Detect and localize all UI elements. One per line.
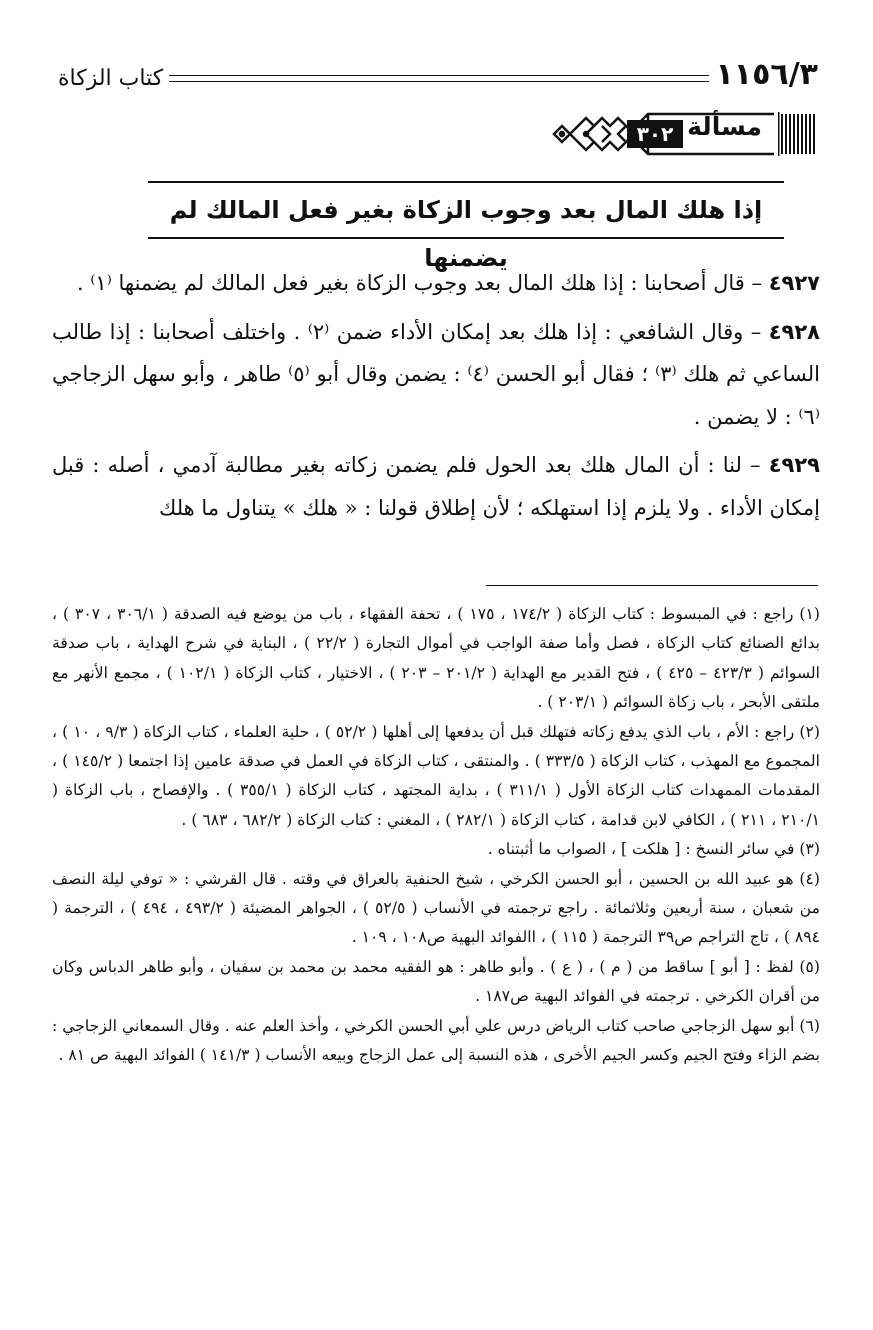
footnotes bbox=[52, 600, 820, 1071]
main-text bbox=[52, 262, 820, 535]
footnote: (٤) هو عبيد الله بن الحسين ، أبو الحسن الكرخي ، شيخ الحنفية بالعراق في وقته . قال القرشي : « توفي ليلة النصف من شعبان ، سنة أربعين وثلاثمائة . راجع ترجمته في الأنساب ( ٥٢/٥ ) ، الجواهر المضيئة ( ٤٩٣/٢ ، ٤٩٤ ) ، الترجمة ( ٨٩٤ ) ، تاج التراجم ص٣٩ الترجمة ( ١١٥ ) ، االفوائد البهية ص١٠٨ ، ١٠٩ . bbox=[52, 869, 820, 947]
paragraph bbox=[52, 444, 820, 529]
paragraph bbox=[52, 262, 820, 305]
footnote: (١) راجع : في المبسوط : كتاب الزكاة ( ١٧٤/٢ ، ١٧٥ ) ، تحفة الفقهاء ، باب من يوضع فيه الصدقة ( ٣٠٦/١ ، ٣٠٧ ) ، بدائع الصنائع كتاب الزكاة ، فصل وأما صفة الواجب في أموال التجارة ( ٢٢/٢ ) ، البناية في شرح الهداية ، باب صدقة السوائم ( ٤٢٣/٣ – ٤٢٥ ) ، فتح القدير مع الهداية ( ٢٠١/٢ – ٢٠٣ ) ، الاختيار ، كتاب الزكاة ( ١٠٢/١ ) ، مجمع الأنهر مع ملتقى الأبحر ، باب زكاة السوائم ( ٢٠٣/١ ) . bbox=[52, 605, 821, 712]
header-rule bbox=[169, 75, 709, 82]
title-rule-top bbox=[148, 181, 784, 183]
banner-ornament bbox=[548, 108, 818, 160]
paragraph-text: – لنا : أن المال هلك بعد الحول فلم يضمن زكاته بغير مطالبة آدمي ، أصله : قبل إمكان الأداء . ولا يلزم إذا استهلكه ؛ لأن إطلاق قولنا : « هلك » يتناول ما هلك bbox=[52, 453, 820, 520]
footnote-separator bbox=[486, 585, 818, 586]
paragraph-number: ٤٩٢٧ bbox=[768, 271, 820, 295]
paragraph-text: – وقال الشافعي : إذا هلك بعد إمكان الأداء ضمن ⁽٢⁾ . واختلف أصحابنا : إذا طالب الساعي ثم هلك ⁽٣⁾ ؛ فقال أبو الحسن ⁽٤⁾ : يضمن وقال أبو ⁽٥⁾ طاهر ، وأبو سهل الزجاجي ⁽٦⁾ : لا يضمن . bbox=[52, 319, 820, 429]
title-rule-bottom bbox=[148, 237, 784, 239]
paragraph-number: ٤٩٢٨ bbox=[768, 319, 820, 344]
issue-title: إذا هلك المال بعد وجوب الزكاة بغير فعل المالك لم يضمنها bbox=[169, 196, 763, 272]
issue-label: مسألة bbox=[687, 112, 762, 141]
page-number: ١١٥٦/٣ bbox=[715, 56, 818, 92]
paragraph-text: – قال أصحابنا : إذا هلك المال بعد وجوب الزكاة بغير فعل المالك لم يضمنها ⁽١⁾ . bbox=[76, 271, 763, 295]
footnote: (٣) في سائر النسخ : [ هلكت ] ، الصواب ما أثبتناه . bbox=[487, 840, 820, 859]
paragraph bbox=[52, 311, 820, 439]
footnote: (٢) راجع : الأم ، باب الذي يدفع زكاته فتهلك قبل أن يدفعها إلى أهلها ( ٥٢/٢ ) ، حلية العلماء ، كتاب الزكاة ( ٩/٣ ، ١٠ ) ، المجموع مع المهذب ، كتاب الزكاة ( ٣٣٣/٥ ) . والمنتقى ، كتاب الزكاة في العمل في صدقة عامين إذا اجتمعا ( ١٤٥/٢ ) ، المقدمات الممهدات كتاب الزكاة الأول ( ٣١١/١ ) ، بداية المجتهد ، كتاب الزكاة ( ٣٥٥/١ ) . والإفصاح ، باب الزكاة ( ٢١٠/١ ، ٢١١ ) ، الكافي لابن قدامة ، كتاب الزكاة ( ٢٨٢/١ ) ، المغني : كتاب الزكاة ( ٦٨٢/٢ ، ٦٨٣ ) . bbox=[52, 722, 820, 829]
issue-banner bbox=[548, 108, 818, 160]
issue-number: ٣٠٢ bbox=[627, 120, 683, 148]
paragraph-number: ٤٩٢٩ bbox=[768, 453, 820, 477]
book-title: كتاب الزكاة bbox=[58, 65, 164, 91]
running-header bbox=[58, 56, 818, 92]
footnote: (٦) أبو سهل الزجاجي صاحب كتاب الرياض درس علي أبي الحسن الكرخي ، وأخذ العلم عنه . وقال السمعاني الزجاجي : بضم الزاء وفتح الجيم وكسر الجيم الأخرى ، هذه النسبة إلى عمل الزجاج وبيعه الأنساب ( ١٤١/٣ ) الفوائد البهية ص ٨١ . bbox=[52, 1016, 820, 1065]
footnote: (٥) لفظ : [ أبو ] ساقط من ( م ) ، ( ع ) . وأبو طاهر : هو الفقيه محمد بن محمد بن سفيان ، وأبو طاهر الدباس وكان من أقران الكرخي . ترجمته في الفوائد البهية ص١٨٧ . bbox=[52, 957, 820, 1006]
